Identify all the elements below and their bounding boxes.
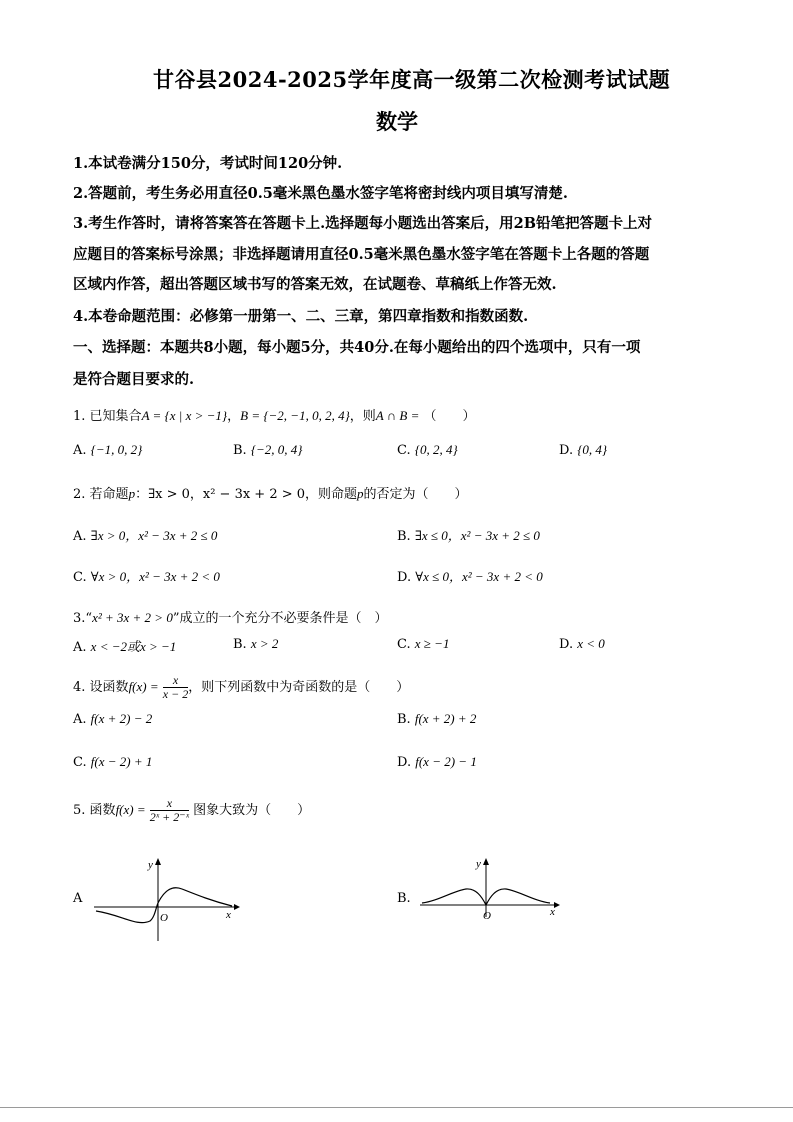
- option-label: D.: [397, 755, 412, 770]
- stem-text: 函数: [89, 803, 116, 819]
- y-axis-arrow: [155, 858, 161, 865]
- note-3a: 3.考生作答时，请将答案答在答题卡上.选择题每小题选出答案后，用2B铅笔把答题卡上对: [73, 215, 653, 232]
- y-axis-label: y: [476, 858, 481, 870]
- option-label: A.: [73, 443, 87, 458]
- option-label: C.: [397, 637, 411, 652]
- option-text: x > 2: [250, 636, 279, 651]
- question-2-stem: [73, 483, 468, 502]
- q2-option-a[interactable]: [73, 525, 217, 544]
- option-text: f(x − 2) + 1: [90, 754, 153, 769]
- q2-option-b[interactable]: [397, 525, 540, 544]
- stem-text: ，则: [349, 409, 376, 424]
- option-text: ∀x ≤ 0，x² − 3x + 2 < 0: [415, 569, 543, 584]
- q3-option-d[interactable]: [559, 636, 605, 652]
- option-text: ∃x > 0，x² − 3x + 2 ≤ 0: [90, 528, 218, 543]
- stem-text: 图象大致为（ ）: [193, 803, 311, 819]
- stem-text: 的否定为（ ）: [363, 487, 468, 502]
- function-def: f(x) =: [115, 802, 146, 818]
- question-number: 1.: [73, 409, 86, 424]
- stem-text: ”成立的一个充分不必要条件是（ ）: [172, 611, 388, 626]
- section-heading-line1: 一、选择题：本题共8小题，每小题5分，共40分.在每小题给出的四个选项中，只有一项: [73, 339, 641, 356]
- option-label: B.: [397, 712, 411, 727]
- answer-paren: （ ）: [423, 409, 476, 424]
- note-3b: 应题目的答案标号涂黑；非选择题请用直径0.5毫米黑色墨水签字笔在答题卡上各题的答题: [73, 246, 650, 263]
- set-a: A = {x | x > −1}: [141, 408, 228, 423]
- option-label: C.: [73, 570, 87, 585]
- note-2: 2.答题前，考生务必用直径0.5毫米黑色墨水签字笔将密封线内项目填写清楚.: [73, 185, 568, 202]
- option-text: x < −2或x > −1: [90, 639, 177, 654]
- option-label: B.: [233, 443, 247, 458]
- option-label: D.: [559, 637, 574, 652]
- question-number: 4.: [73, 680, 86, 696]
- option-label: C.: [397, 443, 411, 458]
- subject-title: 数学: [376, 109, 418, 134]
- y-axis-arrow: [483, 858, 489, 865]
- expression: x² + 3x + 2 > 0: [92, 610, 173, 625]
- q5-option-a-label[interactable]: A: [73, 891, 83, 906]
- function-def: f(x) =: [128, 679, 159, 695]
- expression: A ∩ B =: [375, 408, 420, 423]
- option-text: x ≥ −1: [414, 636, 450, 651]
- stem-text: ，: [227, 409, 241, 424]
- question-5-stem: [73, 797, 310, 824]
- note-4: 4.本卷命题范围：必修第一册第一、二、三章，第四章指数和指数函数.: [73, 308, 529, 325]
- q1-option-b[interactable]: [233, 442, 303, 458]
- q5-option-b-label[interactable]: B.: [397, 891, 411, 906]
- q4-option-c[interactable]: [73, 754, 152, 770]
- q4-option-b[interactable]: [397, 711, 476, 727]
- question-4-stem: [73, 674, 409, 701]
- option-label: B.: [397, 529, 411, 544]
- question-1-stem: [73, 405, 476, 424]
- option-text: {0, 2, 4}: [414, 442, 458, 457]
- stem-text: 设函数: [89, 680, 129, 696]
- q3-option-c[interactable]: [397, 636, 449, 652]
- q1-option-c[interactable]: [397, 442, 458, 458]
- proposition-p: p: [357, 486, 364, 501]
- q5-option-b-graph: [418, 855, 568, 945]
- q3-option-a[interactable]: [73, 636, 176, 655]
- q4-option-d[interactable]: [397, 754, 477, 770]
- page-title: 甘谷县2024-2025学年度高一级第二次检测考试试题: [153, 67, 671, 92]
- q2-option-d[interactable]: [397, 566, 543, 585]
- note-3c: 区域内作答，超出答题区域书写的答案无效，在试题卷、草稿纸上作答无效.: [73, 276, 557, 293]
- fraction-denominator: x − 2: [162, 687, 189, 702]
- q3-option-b[interactable]: [233, 636, 278, 652]
- option-text: f(x + 2) − 2: [90, 711, 153, 726]
- q1-option-d[interactable]: [559, 442, 607, 458]
- set-b: B = {−2, −1, 0, 2, 4}: [240, 408, 350, 423]
- option-label: D.: [397, 570, 412, 585]
- option-label: A.: [73, 640, 87, 655]
- q1-option-a[interactable]: [73, 442, 142, 458]
- fraction: [150, 797, 189, 824]
- question-number: 5.: [73, 803, 86, 819]
- q2-option-c[interactable]: [73, 566, 220, 585]
- option-text: {0, 4}: [577, 442, 608, 457]
- y-axis-label: y: [148, 859, 153, 871]
- stem-text: ，则下列函数中为奇函数的是（ ）: [188, 680, 410, 696]
- question-number: 3.: [73, 611, 86, 626]
- footer-divider: [0, 1107, 793, 1108]
- x-axis-label: x: [226, 909, 231, 921]
- stem-text: “: [85, 611, 93, 626]
- option-text: x < 0: [577, 636, 605, 651]
- q4-option-a[interactable]: [73, 711, 152, 727]
- fraction-numerator: x: [163, 674, 188, 688]
- option-label: A.: [73, 712, 87, 727]
- stem-text: ：∃x > 0，x² − 3x + 2 > 0，则命题: [135, 487, 358, 502]
- stem-text: 已知集合: [89, 409, 142, 424]
- question-number: 2.: [73, 487, 86, 502]
- origin-label: O: [160, 912, 168, 924]
- option-text: {−2, 0, 4}: [250, 442, 303, 457]
- fraction: [163, 674, 188, 701]
- question-3-stem: [73, 607, 387, 626]
- origin-label: O: [483, 910, 491, 922]
- fraction-numerator: x: [150, 797, 189, 811]
- option-text: f(x + 2) + 2: [414, 711, 477, 726]
- section-heading-line2: 是符合题目要求的.: [73, 371, 195, 388]
- x-axis-arrow: [554, 902, 560, 908]
- option-text: ∀x > 0，x² − 3x + 2 < 0: [90, 569, 220, 584]
- option-text: ∃x ≤ 0，x² − 3x + 2 ≤ 0: [414, 528, 540, 543]
- x-axis-label: x: [550, 906, 555, 918]
- q5-option-a-graph: [92, 855, 242, 945]
- option-label: C.: [73, 755, 87, 770]
- option-label: A.: [73, 529, 87, 544]
- x-axis-arrow: [234, 904, 240, 910]
- option-text: f(x − 2) − 1: [415, 754, 477, 769]
- option-label: D.: [559, 443, 574, 458]
- note-1: 1.本试卷满分150分，考试时间120分钟.: [73, 155, 343, 172]
- option-label: B.: [233, 637, 247, 652]
- stem-text: 若命题: [89, 487, 129, 502]
- option-text: {−1, 0, 2}: [90, 442, 143, 457]
- proposition-p: p: [128, 486, 136, 501]
- fraction-denominator: 2ˣ + 2⁻ˣ: [149, 810, 189, 825]
